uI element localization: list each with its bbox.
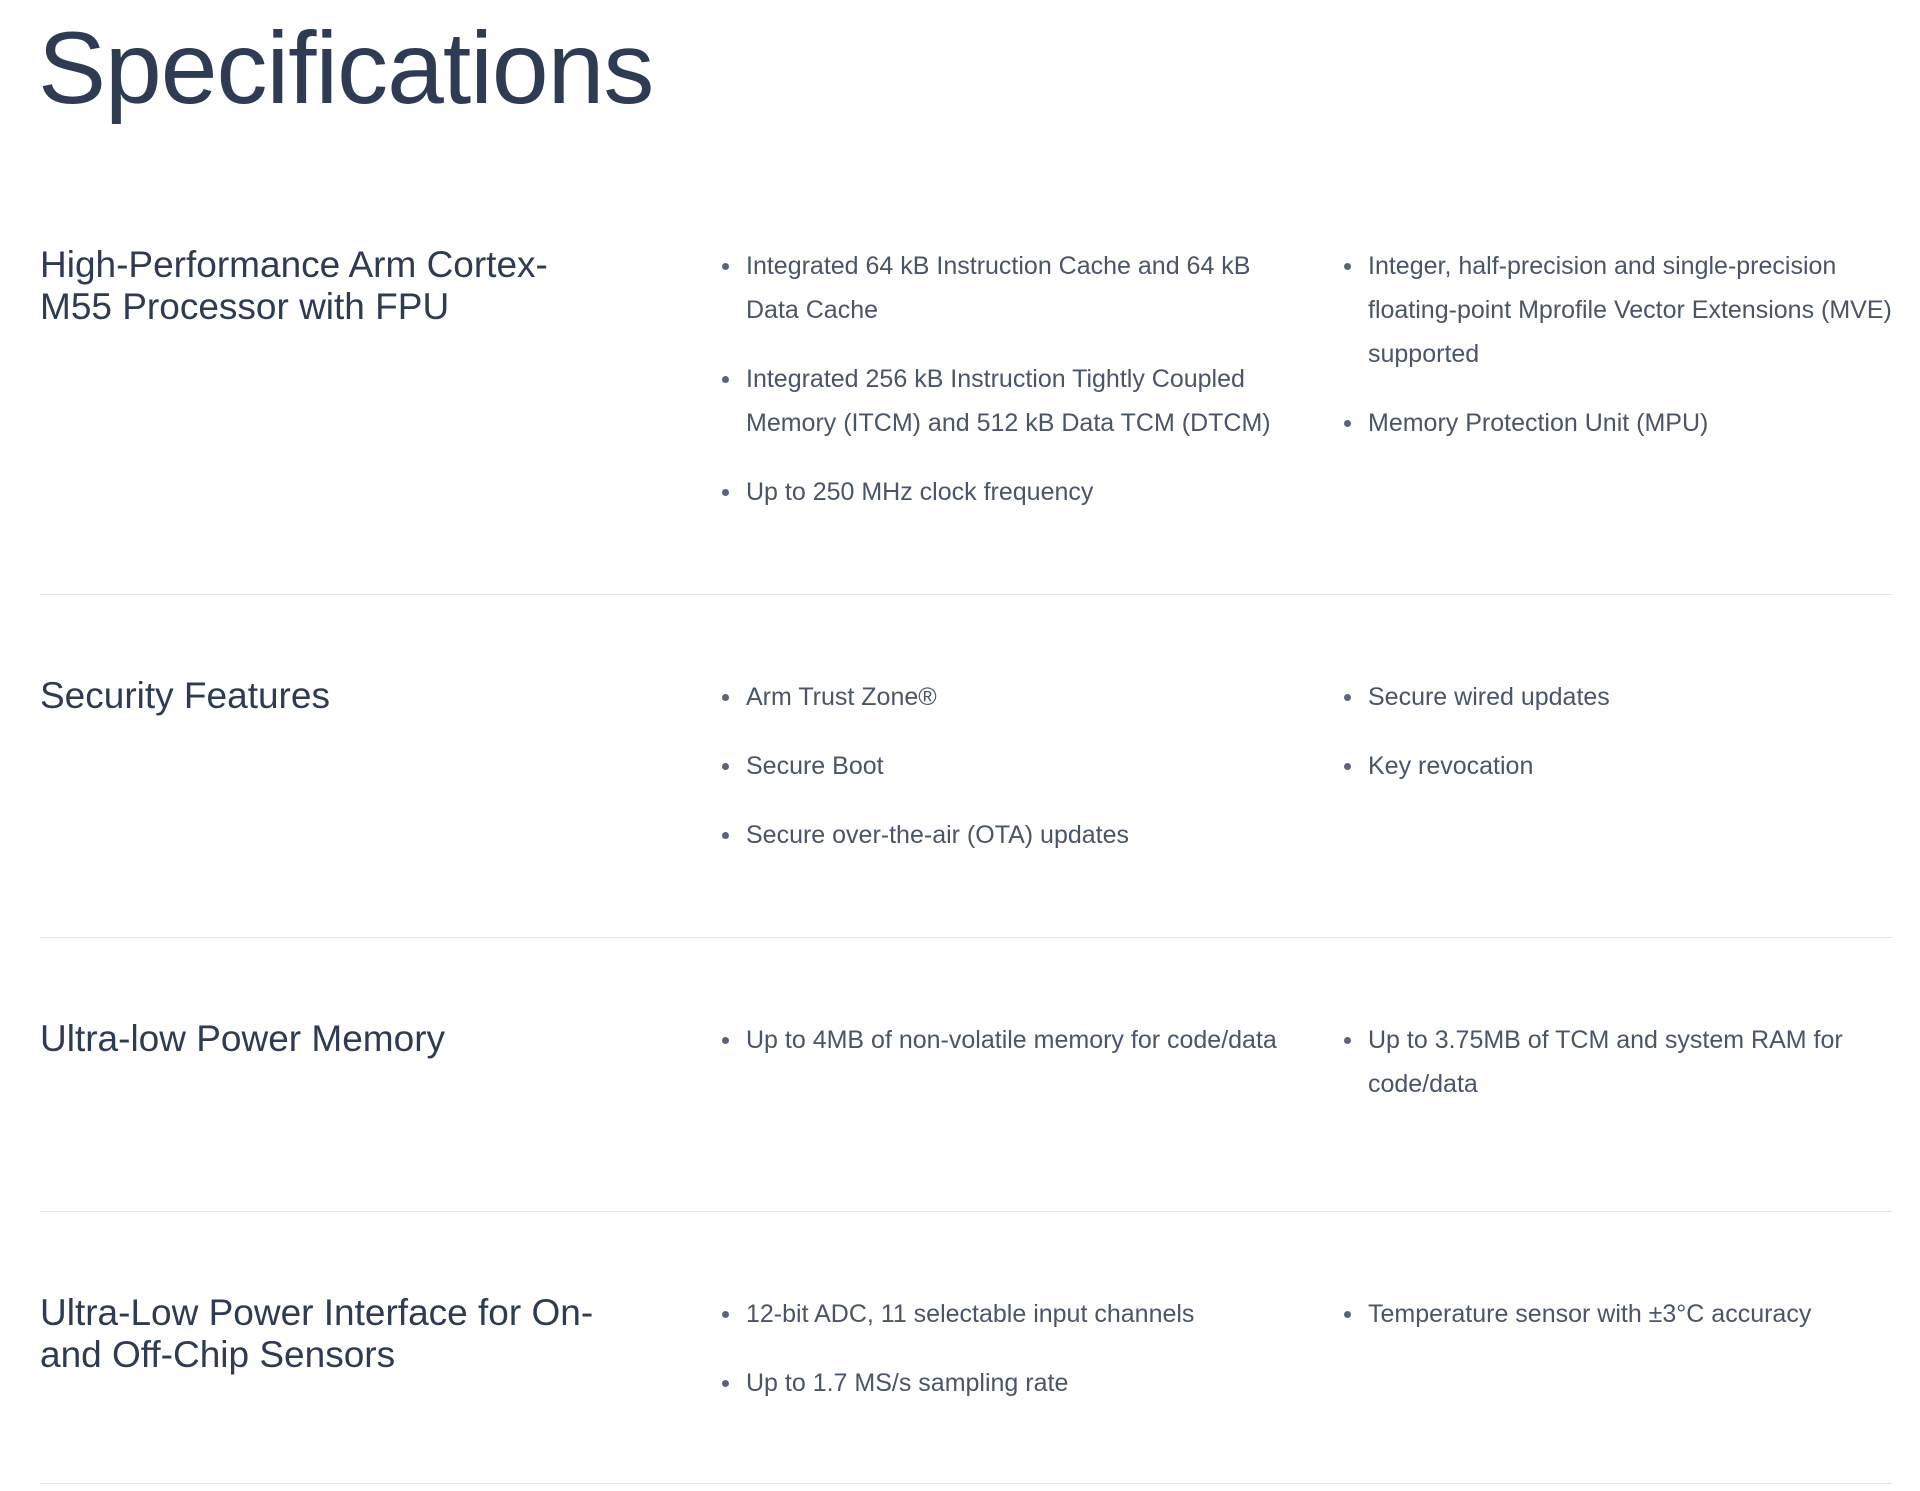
spec-item: Key revocation (1342, 744, 1917, 788)
section-title: High-Performance Arm Cortex-M55 Processor with FPU (40, 244, 548, 327)
spec-item: Up to 4MB of non-volatile memory for code/data (720, 1018, 1295, 1062)
spec-section-sensors (40, 1292, 1892, 1484)
spec-section-security (40, 675, 1892, 938)
spec-list-left (720, 675, 1295, 882)
section-title: Ultra-low Power Memory (40, 1018, 446, 1059)
section-title: Ultra-Low Power Interface for On- and Off-Chip Sensors (40, 1292, 594, 1375)
spec-section-memory (40, 1018, 1892, 1212)
spec-item: Integrated 64 kB Instruction Cache and 64 kB Data Cache (720, 244, 1295, 332)
spec-list-right (1342, 244, 1917, 470)
spec-section-processor (40, 244, 1892, 595)
spec-item: Secure Boot (720, 744, 1295, 788)
spec-item: Up to 1.7 MS/s sampling rate (720, 1361, 1295, 1405)
spec-list-left (720, 1018, 1295, 1087)
spec-item: Integer, half-precision and single-precision floating-point Mprofile Vector Extensions (MVE) supported (1342, 244, 1917, 376)
spec-item: Arm Trust Zone® (720, 675, 1295, 719)
spec-list-left (720, 1292, 1295, 1430)
spec-list-right (1342, 675, 1917, 813)
spec-list-right (1342, 1018, 1917, 1131)
page-title: Specifications (38, 11, 654, 125)
spec-list-right (1342, 1292, 1917, 1361)
spec-item: Up to 3.75MB of TCM and system RAM for code/data (1342, 1018, 1917, 1106)
spec-item: Integrated 256 kB Instruction Tightly Coupled Memory (ITCM) and 512 kB Data TCM (DTCM) (720, 357, 1295, 445)
spec-item: Up to 250 MHz clock frequency (720, 470, 1295, 514)
spec-item: Temperature sensor with ±3°C accuracy (1342, 1292, 1917, 1336)
spec-item: Secure wired updates (1342, 675, 1917, 719)
spec-item: 12-bit ADC, 11 selectable input channels (720, 1292, 1295, 1336)
spec-item: Secure over-the-air (OTA) updates (720, 813, 1295, 857)
section-title: Security Features (40, 675, 330, 716)
spec-item: Memory Protection Unit (MPU) (1342, 401, 1917, 445)
spec-list-left (720, 244, 1295, 539)
